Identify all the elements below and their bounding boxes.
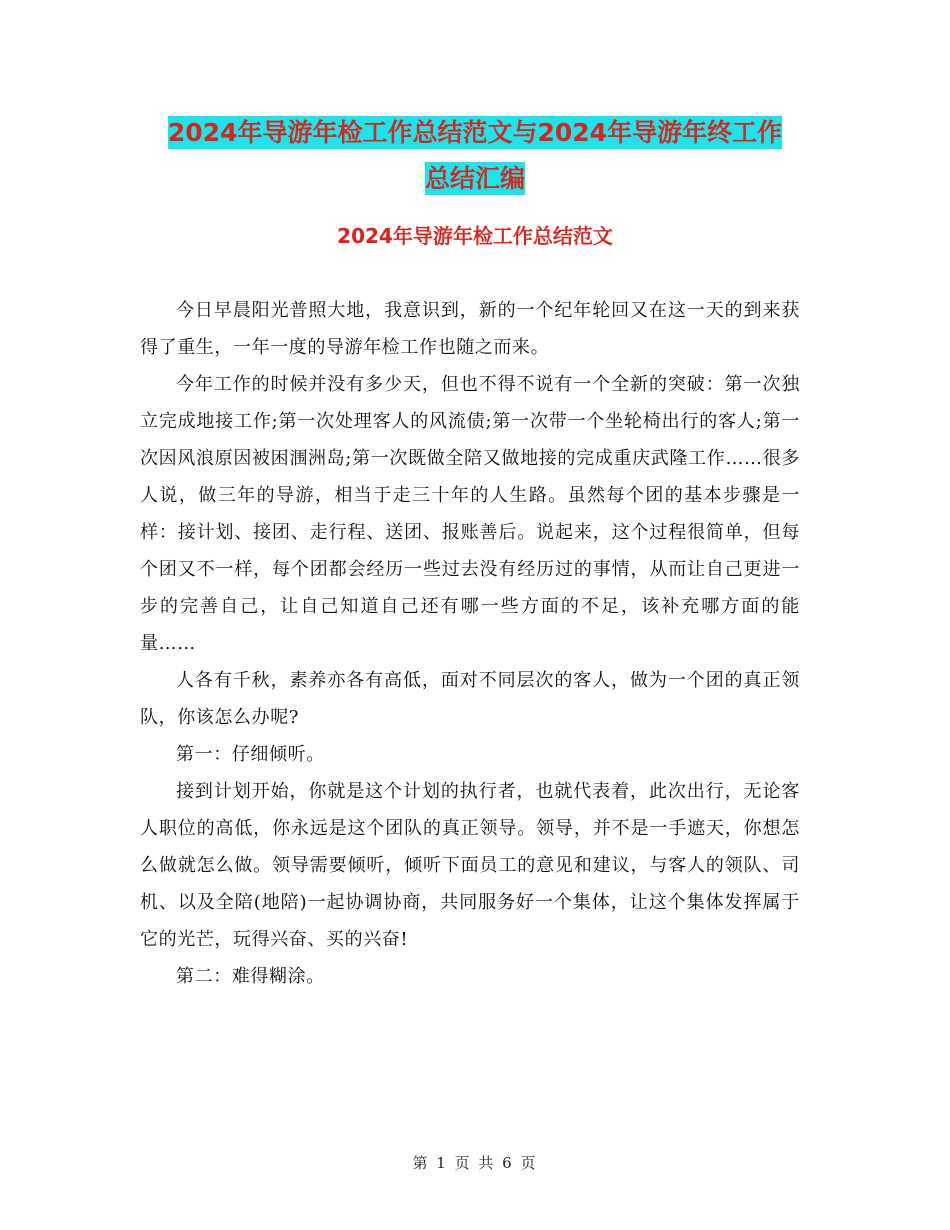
paragraph: 第二：难得糊涂。 xyxy=(176,966,325,987)
paragraph: 今年工作的时候并没有多少天，但也不得不说有一个全新的突破：第一次独立完成地接工作;第一次处理客人的风流债;第一次带一个坐轮椅出行的客人;第一次因风浪原因被困涠洲岛;第一次既做全陪又做地接的完成重庆武隆工作……很多人说，做三年的导游，相当于走三十年的人生路。虽然每个团的基本步骤是一样：接计划、接团、走行程、送团、报账善后。说起来，这个过程很简单，但每个团又不一样，每个团都会经历一些过去没有经历过的事情，从而让自己更进一步的完善自己，让自己知道自己还有哪一些方面的不足，该补充哪方面的能量…… xyxy=(140,374,800,654)
document-title-line1: 2024年导游年检工作总结范文与2024年导游年终工作 xyxy=(167,118,783,147)
paragraph: 第一：仔细倾听。 xyxy=(176,744,325,765)
document-title xyxy=(140,110,810,202)
page-footer: 第 1 页 共 6 页 xyxy=(412,1154,538,1172)
section-title: 2024年导游年检工作总结范文 xyxy=(337,224,613,248)
paragraph: 接到计划开始，你就是这个计划的执行者，也就代表着，此次出行，无论客人职位的高低，你永远是这个团队的真正领导。领导，并不是一手遮天，你想怎么做就怎么做。领导需要倾听，倾听下面员工的意见和建议，与客人的领队、司机、以及全陪(地陪)一起协调协商，共同服务好一个集体，让这个集体发挥属于它的光芒，玩得兴奋、买的兴奋! xyxy=(140,781,800,950)
document-title-line2: 总结汇编 xyxy=(424,164,525,193)
paragraph: 今日早晨阳光普照大地，我意识到，新的一个纪年轮回又在这一天的到来获得了重生，一年一度的导游年检工作也随之而来。 xyxy=(140,300,800,358)
body-text xyxy=(140,292,800,995)
paragraph: 人各有千秋，素养亦各有高低，面对不同层次的客人，做为一个团的真正领队，你该怎么办呢? xyxy=(140,670,800,728)
